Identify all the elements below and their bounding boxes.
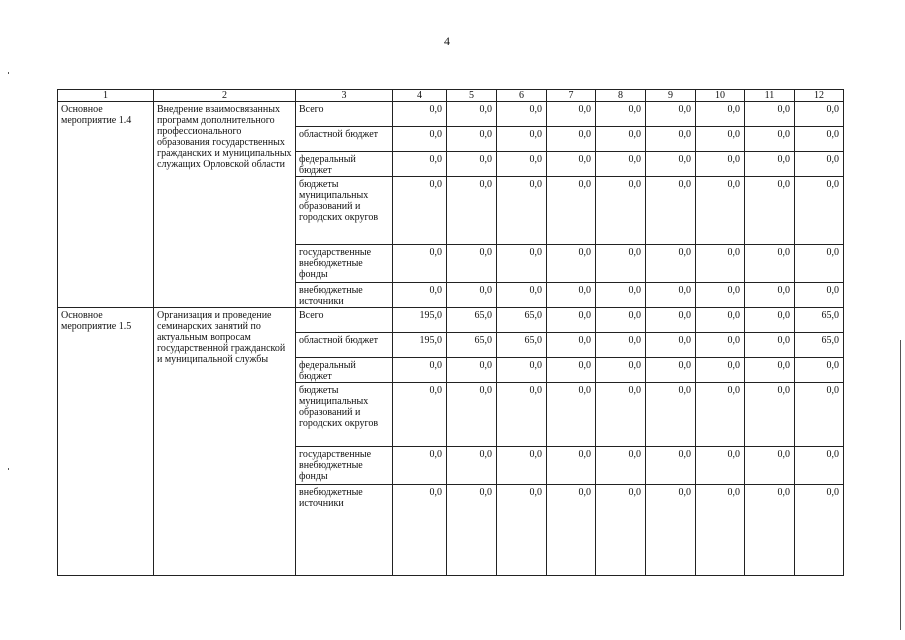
value-cell: 0,0: [596, 245, 646, 283]
value-cell: 0,0: [393, 283, 447, 308]
column-header: 8: [596, 90, 646, 102]
value-cell: 0,0: [646, 333, 696, 358]
value-cell: 0,0: [795, 102, 844, 127]
value-cell: 0,0: [547, 447, 596, 485]
value-cell: 0,0: [795, 245, 844, 283]
value-cell: 0,0: [795, 485, 844, 576]
value-cell: 0,0: [745, 127, 795, 152]
value-cell: 0,0: [696, 358, 745, 383]
value-cell: 65,0: [497, 333, 547, 358]
value-cell: 0,0: [745, 447, 795, 485]
value-cell: 0,0: [497, 127, 547, 152]
value-cell: 0,0: [497, 152, 547, 177]
value-cell: 0,0: [696, 245, 745, 283]
value-cell: 0,0: [547, 383, 596, 447]
value-cell: 0,0: [497, 383, 547, 447]
measure-cell: Основное мероприятие 1.5: [58, 308, 154, 576]
value-cell: 0,0: [547, 333, 596, 358]
value-cell: 65,0: [795, 333, 844, 358]
value-cell: 0,0: [393, 245, 447, 283]
funding-source-cell: Всего: [296, 102, 393, 127]
value-cell: 0,0: [696, 383, 745, 447]
value-cell: 0,0: [547, 152, 596, 177]
table-row: [58, 102, 844, 127]
value-cell: 0,0: [745, 485, 795, 576]
column-header: 4: [393, 90, 447, 102]
measure-title-cell: Внедрение взаимосвязанных программ дополнительного профессионального образования государственных гражданских и муниципальных служащих Орловской области: [154, 102, 296, 308]
value-cell: 0,0: [646, 485, 696, 576]
scan-margin-mark: [8, 72, 9, 74]
value-cell: 0,0: [447, 358, 497, 383]
value-cell: 0,0: [547, 127, 596, 152]
funding-source-cell: Всего: [296, 308, 393, 333]
value-cell: 0,0: [547, 308, 596, 333]
value-cell: 0,0: [646, 383, 696, 447]
value-cell: 0,0: [393, 447, 447, 485]
value-cell: 0,0: [547, 485, 596, 576]
value-cell: 0,0: [447, 177, 497, 245]
value-cell: 0,0: [447, 383, 497, 447]
value-cell: 0,0: [646, 152, 696, 177]
value-cell: 0,0: [646, 245, 696, 283]
column-header: 1: [58, 90, 154, 102]
value-cell: 0,0: [393, 383, 447, 447]
value-cell: 0,0: [497, 283, 547, 308]
value-cell: 0,0: [596, 102, 646, 127]
value-cell: 0,0: [547, 177, 596, 245]
value-cell: 65,0: [447, 308, 497, 333]
value-cell: 0,0: [497, 177, 547, 245]
value-cell: 0,0: [393, 152, 447, 177]
value-cell: 0,0: [447, 485, 497, 576]
value-cell: 0,0: [596, 152, 646, 177]
value-cell: 0,0: [745, 245, 795, 283]
value-cell: 0,0: [745, 358, 795, 383]
value-cell: 0,0: [447, 283, 497, 308]
funding-source-cell: федеральный бюджет: [296, 152, 393, 177]
value-cell: 0,0: [795, 177, 844, 245]
value-cell: 0,0: [497, 447, 547, 485]
value-cell: 0,0: [596, 308, 646, 333]
value-cell: 0,0: [596, 358, 646, 383]
value-cell: 65,0: [795, 308, 844, 333]
value-cell: 0,0: [795, 358, 844, 383]
value-cell: 0,0: [596, 177, 646, 245]
column-header: 2: [154, 90, 296, 102]
value-cell: 0,0: [547, 102, 596, 127]
scan-edge-line: [900, 340, 901, 630]
value-cell: 0,0: [696, 447, 745, 485]
value-cell: 195,0: [393, 308, 447, 333]
scan-margin-mark: [8, 468, 9, 470]
value-cell: 0,0: [447, 245, 497, 283]
value-cell: 0,0: [795, 447, 844, 485]
value-cell: 0,0: [447, 102, 497, 127]
value-cell: 0,0: [497, 102, 547, 127]
funding-source-cell: федеральный бюджет: [296, 358, 393, 383]
value-cell: 0,0: [795, 283, 844, 308]
value-cell: 0,0: [447, 447, 497, 485]
column-header: 5: [447, 90, 497, 102]
value-cell: 0,0: [393, 177, 447, 245]
value-cell: 65,0: [497, 308, 547, 333]
funding-source-cell: внебюджетные источники: [296, 283, 393, 308]
value-cell: 0,0: [696, 485, 745, 576]
funding-source-cell: государственные внебюджетные фонды: [296, 447, 393, 485]
value-cell: 0,0: [745, 333, 795, 358]
column-header: 11: [745, 90, 795, 102]
value-cell: 0,0: [696, 152, 745, 177]
value-cell: 0,0: [646, 102, 696, 127]
value-cell: 0,0: [596, 485, 646, 576]
column-header: 3: [296, 90, 393, 102]
column-header: 12: [795, 90, 844, 102]
page-number: 4: [444, 34, 450, 48]
measure-title-cell: Организация и проведение семинарских занятий по актуальным вопросам государственной гражданской и муниципальной службы: [154, 308, 296, 576]
value-cell: 0,0: [646, 177, 696, 245]
value-cell: 0,0: [447, 127, 497, 152]
value-cell: 0,0: [696, 102, 745, 127]
value-cell: 0,0: [447, 152, 497, 177]
value-cell: 0,0: [547, 283, 596, 308]
value-cell: 0,0: [393, 102, 447, 127]
budget-table: [57, 89, 844, 576]
value-cell: 0,0: [596, 283, 646, 308]
value-cell: 0,0: [795, 383, 844, 447]
value-cell: 0,0: [497, 485, 547, 576]
value-cell: 0,0: [696, 333, 745, 358]
value-cell: 0,0: [745, 283, 795, 308]
value-cell: 0,0: [646, 358, 696, 383]
value-cell: 0,0: [745, 177, 795, 245]
value-cell: 0,0: [696, 127, 745, 152]
value-cell: 0,0: [596, 383, 646, 447]
value-cell: 0,0: [646, 308, 696, 333]
value-cell: 0,0: [795, 127, 844, 152]
value-cell: 0,0: [596, 333, 646, 358]
column-header: 6: [497, 90, 547, 102]
table-header-row: [58, 90, 844, 102]
column-header: 10: [696, 90, 745, 102]
funding-source-cell: внебюджетные источники: [296, 485, 393, 576]
value-cell: 0,0: [745, 383, 795, 447]
value-cell: 0,0: [745, 308, 795, 333]
value-cell: 0,0: [547, 358, 596, 383]
value-cell: 0,0: [795, 152, 844, 177]
funding-source-cell: государственные внебюджетные фонды: [296, 245, 393, 283]
funding-source-cell: бюджеты муниципальных образований и городских округов: [296, 383, 393, 447]
value-cell: 0,0: [596, 447, 646, 485]
value-cell: 0,0: [696, 177, 745, 245]
funding-source-cell: бюджеты муниципальных образований и городских округов: [296, 177, 393, 245]
value-cell: 0,0: [646, 127, 696, 152]
value-cell: 0,0: [596, 127, 646, 152]
value-cell: 65,0: [447, 333, 497, 358]
value-cell: 0,0: [745, 152, 795, 177]
value-cell: 0,0: [696, 283, 745, 308]
value-cell: 0,0: [497, 358, 547, 383]
column-header: 9: [646, 90, 696, 102]
measure-cell: Основное мероприятие 1.4: [58, 102, 154, 308]
value-cell: 0,0: [497, 245, 547, 283]
value-cell: 0,0: [547, 245, 596, 283]
value-cell: 0,0: [393, 127, 447, 152]
table-row: [58, 308, 844, 333]
funding-source-cell: областной бюджет: [296, 127, 393, 152]
funding-source-cell: областной бюджет: [296, 333, 393, 358]
value-cell: 195,0: [393, 333, 447, 358]
value-cell: 0,0: [393, 485, 447, 576]
value-cell: 0,0: [646, 447, 696, 485]
value-cell: 0,0: [745, 102, 795, 127]
value-cell: 0,0: [646, 283, 696, 308]
column-header: 7: [547, 90, 596, 102]
value-cell: 0,0: [393, 358, 447, 383]
value-cell: 0,0: [696, 308, 745, 333]
